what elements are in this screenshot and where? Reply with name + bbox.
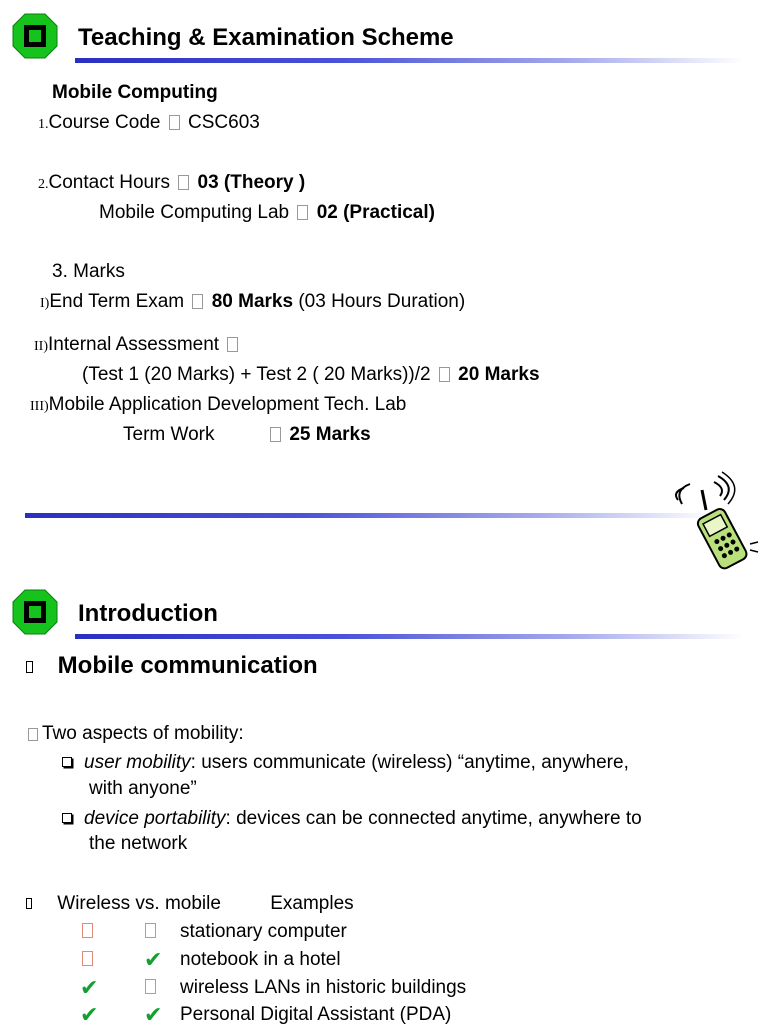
section-heading: Mobile communication xyxy=(26,652,318,680)
arrow-placeholder-icon xyxy=(169,115,180,130)
wireless-empty-box-icon xyxy=(82,951,93,969)
mobile-check-icon: ✔ xyxy=(144,947,163,972)
end-term-line: I)End Term Exam 80 Marks (03 Hours Duration) xyxy=(40,291,466,312)
subject-heading: Mobile Computing xyxy=(52,82,218,103)
aspect-user-mobility-cont: with anyone” xyxy=(89,778,197,799)
internal-formula-line: (Test 1 (20 Marks) + Test 2 ( 20 Marks))/2 20 Marks xyxy=(82,364,540,385)
aspect-user-mobility: user mobility: users communicate (wireless) “anytime, anywhere, xyxy=(62,752,629,774)
arrow-placeholder-icon xyxy=(297,205,308,220)
mad-lab-line: III)Mobile Application Development Tech. Lab xyxy=(30,394,407,415)
course-code-line: 1.Course Code CSC603 xyxy=(38,112,260,133)
mobile-empty-box-icon xyxy=(145,979,156,997)
slide-title: Teaching & Examination Scheme xyxy=(78,24,454,51)
logo-icon xyxy=(12,589,58,635)
square-bullet-icon xyxy=(26,661,33,673)
arrow-placeholder-icon xyxy=(227,337,238,352)
cellphone-icon xyxy=(662,470,762,570)
shadow-square-bullet-icon xyxy=(62,757,72,767)
arrow-placeholder-icon xyxy=(192,294,203,309)
lab-hours-line: Mobile Computing Lab 02 (Practical) xyxy=(99,202,435,223)
wireless-vs-mobile-heading: Wireless vs. mobile Examples xyxy=(26,893,354,915)
wireless-check-icon: ✔ xyxy=(80,1002,99,1027)
square-bullet-icon xyxy=(26,898,32,909)
arrow-placeholder-icon xyxy=(270,427,281,442)
aspect-device-portability: device portability: devices can be connected anytime, anywhere to xyxy=(62,808,642,830)
slide-footer-rule xyxy=(25,513,715,518)
wireless-empty-box-icon xyxy=(82,923,93,941)
slide-title: Introduction xyxy=(78,600,218,627)
placeholder-bullet-icon xyxy=(28,728,38,741)
logo-icon xyxy=(12,13,58,59)
example-label: stationary computer xyxy=(180,921,347,942)
example-label: wireless LANs in historic buildings xyxy=(180,977,467,998)
internal-assessment-line: II)Internal Assessment xyxy=(34,334,241,356)
title-underline xyxy=(75,634,743,639)
arrow-placeholder-icon xyxy=(439,367,450,382)
aspects-intro: Two aspects of mobility: xyxy=(28,723,244,745)
example-label: Personal Digital Assistant (PDA) xyxy=(180,1004,452,1025)
mobile-check-icon: ✔ xyxy=(144,1002,163,1027)
marks-heading: 3. Marks xyxy=(52,261,125,282)
arrow-placeholder-icon xyxy=(178,175,189,190)
example-label: notebook in a hotel xyxy=(180,949,341,970)
mobile-empty-box-icon xyxy=(145,923,156,941)
wireless-check-icon: ✔ xyxy=(80,975,99,1000)
contact-hours-line: 2.Contact Hours 03 (Theory ) xyxy=(38,172,306,193)
aspect-device-portability-cont: the network xyxy=(89,833,188,854)
term-work-line: Term Work 25 Marks xyxy=(123,424,371,445)
shadow-square-bullet-icon xyxy=(62,813,72,823)
title-underline xyxy=(75,58,743,63)
